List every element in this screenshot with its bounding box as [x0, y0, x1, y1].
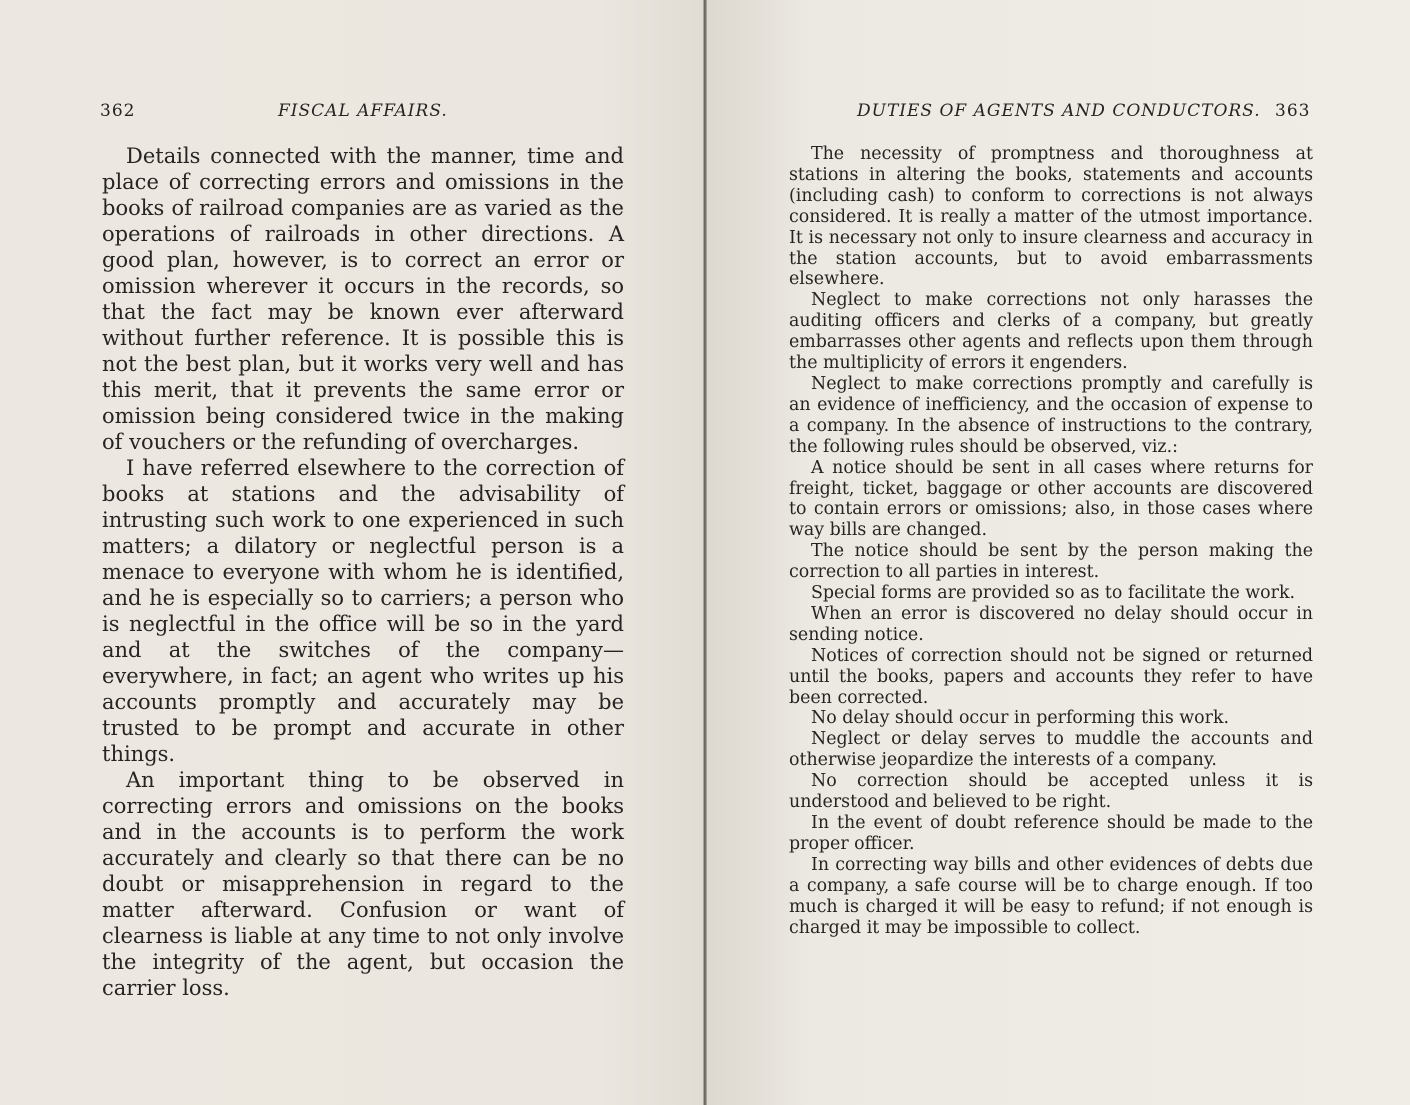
paragraph: The necessity of promptness and thoroughness at stations in altering the books, statements and accounts (including cash) to conform to corrections is not always considered. It is really a matter of the utmost importance. It is necessary not only to insure clearness and accuracy in the station accounts, but to avoid embarrassments elsewhere.	[789, 144, 1313, 290]
body-text	[102, 143, 624, 1001]
paragraph: Neglect to make corrections not only harasses the auditing officers and clerks of a company, but greatly embarrasses other agents and reflects upon them through the multiplicity of errors it engenders.	[789, 290, 1313, 374]
paragraph: An important thing to be observed in correcting errors and omissions on the books and in the accounts is to perform the work accurately and clearly so that there can be no doubt or misapprehension in regard to the matter afterward. Confusion or want of clearness is liable at any time to not only involve the integrity of the agent, but occasion the carrier loss.	[102, 768, 624, 1000]
paragraph: Special forms are provided so as to facilitate the work.	[811, 583, 1296, 604]
paragraph: Neglect to make corrections promptly and carefully is an evidence of inefficiency, and the occasion of expense to a company. In the absence of instructions to the contrary, the following rules should be observed, viz.:	[789, 373, 1313, 457]
running-head: FISCAL AFFAIRS.	[278, 101, 448, 121]
paragraph: Neglect or delay serves to muddle the accounts and otherwise jeopardize the interests of a company.	[789, 729, 1313, 771]
paragraph: I have referred elsewhere to the correction of books at stations and the advisability of intrusting such work to one experienced in such matters; a dilatory or neglectful person is a menace to everyone with whom he is identified, and he is especially so to carriers; a person who is neglectful in the office will be so in the yard and at the switches of the company—everywhere, in fact; an agent who writes up his accounts promptly and accurately may be trusted to be prompt and accurate in other things.	[102, 456, 624, 766]
page-number: 363	[1275, 101, 1311, 121]
book-gutter	[703, 0, 707, 1105]
page-number: 362	[100, 101, 136, 121]
paragraph: In correcting way bills and other evidences of debts due a company, a safe course will be to charge enough. If too much is charged it will be easy to refund; if not enough is charged it may be impossible to collect.	[789, 854, 1313, 938]
paragraph: No correction should be accepted unless it is understood and believed to be right.	[789, 771, 1313, 813]
paragraph: The notice should be sent by the person making the correction to all parties in interest.	[789, 541, 1313, 583]
right-page	[705, 0, 1410, 1105]
running-head: DUTIES OF AGENTS AND CONDUCTORS.	[857, 101, 1261, 121]
paragraph: Details connected with the manner, time and place of correcting errors and omissions in the books of railroad companies are as varied as the operations of railroads in other directions. A good plan, however, is to correct an error or omission wherever it occurs in the records, so that the fact may be known ever afterward without further reference. It is possible this is not the best plan, but it works very well and has this merit, that it prevents the same error or omission being considered twice in the making of vouchers or the refunding of overcharges.	[102, 144, 624, 454]
paragraph: No delay should occur in performing this work.	[811, 708, 1230, 729]
paragraph: Notices of correction should not be signed or returned until the books, papers and accounts they refer to have been corrected.	[789, 645, 1313, 708]
body-text	[789, 144, 1313, 938]
paragraph: When an error is discovered no delay should occur in sending notice.	[789, 603, 1313, 645]
paragraph: In the event of doubt reference should be made to the proper officer.	[789, 813, 1313, 854]
paragraph: A notice should be sent in all cases where returns for freight, ticket, baggage or other accounts are discovered to contain errors or omissions; also, in those cases where way bills are changed.	[789, 457, 1313, 541]
